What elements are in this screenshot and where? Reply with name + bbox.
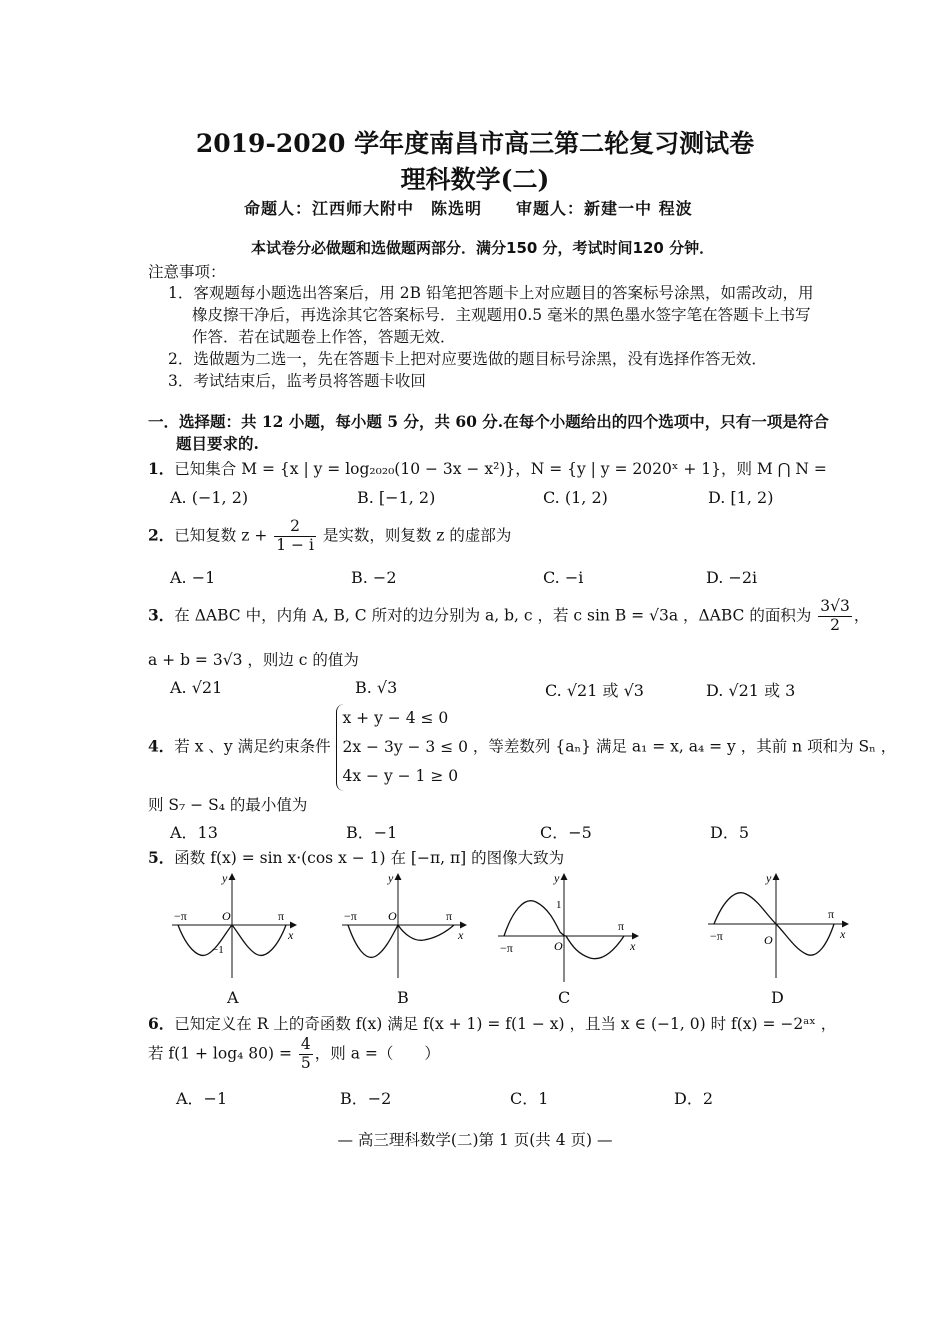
- graph-b-curve: [348, 925, 454, 957]
- question-4-constraint-3: 4x − y − 1 ≥ 0: [342, 767, 459, 785]
- question-4-option-d: D．5: [710, 823, 750, 842]
- question-3-text-before: 在 ΔABC 中，内角 A, B, C 所对的边分别为 a, b, c ，若 c sin B = √3a ，ΔABC 的面积为: [174, 606, 812, 625]
- question-2-fraction-numerator: 2: [274, 518, 316, 537]
- question-3-option-b: B. √3: [355, 678, 398, 697]
- question-1-number: 1．: [148, 459, 175, 478]
- question-2-number: 2．: [148, 525, 175, 545]
- exam-title: 2019-2020 学年度南昌市高三第二轮复习测试卷: [195, 129, 755, 158]
- question-2-option-d: D. −2i: [706, 568, 758, 587]
- section-heading-line-2: 题目要求的.: [176, 434, 259, 453]
- question-2-fraction: [274, 518, 316, 555]
- question-1-text: 已知集合 M = {x | y = log₂₀₂₀(10 − 3x − x²)}，N = {y | y = 2020ˣ + 1}，则 M ⋂ N =: [174, 460, 827, 478]
- notice-item-2: 2．选做题为二选一，先在答题卡上把对应要选做的题目标号涂黑，没有选择作答无效．: [168, 350, 767, 368]
- question-4-line-2: 则 S₇ − S₄ 的最小值为: [148, 796, 308, 814]
- question-4-constraint-1: x + y − 4 ≤ 0: [342, 709, 449, 727]
- question-6-fraction-numerator: 4: [300, 1035, 311, 1053]
- question-3-option-c: C. √21 或 √3: [545, 681, 644, 700]
- question-4-number: 4．: [148, 736, 175, 756]
- graph-a-y-label: y: [222, 871, 228, 885]
- question-6-option-c: C．1: [510, 1089, 549, 1108]
- question-5-text: 函数 f(x) = sin x·(cos x − 1) 在 [−π, π] 的图像大致为: [174, 849, 565, 867]
- exam-subtitle: 理科数学(二): [400, 165, 550, 194]
- question-6-option-d: D．2: [674, 1089, 714, 1108]
- question-5-graph-c: [494, 866, 642, 984]
- question-3-option-a: A. √21: [170, 678, 223, 697]
- question-6-number: 6．: [148, 1014, 175, 1033]
- question-1-option-b: B. [−1, 2): [357, 488, 436, 507]
- question-6-fraction-denominator: 5: [300, 1053, 311, 1072]
- question-5-graph-b: [338, 868, 468, 983]
- section-heading-line-1: 一．选择题：共 12 小题，每小题 5 分，共 60 分.在每个小题给出的四个选项中，只有一项是符合: [148, 412, 829, 431]
- graph-c-y-label: y: [554, 871, 560, 885]
- question-4: [148, 704, 896, 791]
- question-2-option-b: B. −2: [351, 568, 397, 587]
- question-6-line-2-before: 若 f(1 + log₄ 80) =: [148, 1044, 292, 1063]
- question-2-text-before: 已知复数 z +: [174, 526, 268, 545]
- notice-item-1-line-3: 作答．若在试题卷上作答，答题无效．: [192, 328, 456, 346]
- question-4-option-c: C．−5: [540, 823, 592, 842]
- graph-d-neg-pi-label: −π: [710, 929, 723, 943]
- notice-item-3: 3．考试结束后，监考员将答题卡收回: [168, 372, 426, 390]
- graph-d-y-label: y: [766, 871, 772, 885]
- graph-c-pi-label: π: [618, 919, 625, 933]
- question-5: [148, 846, 564, 868]
- notice-heading: 注意事项：: [148, 263, 226, 281]
- question-6-option-a: A．−1: [176, 1089, 228, 1108]
- question-6-line-2: [148, 1036, 440, 1073]
- question-3-option-d: D. √21 或 3: [706, 681, 796, 700]
- graph-a-origin-label: O: [222, 909, 231, 923]
- question-5-graph-label-d: D: [771, 988, 784, 1007]
- graph-d-pi-label: π: [828, 907, 835, 921]
- question-5-graph-label-c: C: [558, 988, 571, 1007]
- question-5-graph-label-b: B: [397, 988, 409, 1007]
- question-4-text-after: ，等差数列 {aₙ} 满足 a₁ = x, a₄ = y ，其前 n 项和为 Sₙ ，: [472, 737, 897, 756]
- question-6-line-2-after: ，则 a =（ ）: [314, 1044, 440, 1063]
- graph-c-y-arrow: [561, 873, 568, 880]
- exam-authors: 命题人：江西师大附中 陈选明 审题人：新建一中 程波: [244, 199, 693, 218]
- question-5-number: 5．: [148, 848, 175, 867]
- question-4-constraint-system: [336, 704, 468, 791]
- question-4-text-before: 若 x 、y 满足约束条件: [174, 737, 331, 756]
- graph-b-y-arrow: [395, 873, 402, 880]
- question-2: [148, 518, 511, 555]
- question-6-option-b: B．−2: [340, 1089, 392, 1108]
- graph-d-origin-label: O: [764, 933, 773, 947]
- notice-item-1-line-1: 1．客观题每小题选出答案后，用 2B 铅笔把答题卡上对应题目的答案标号涂黑，如需改动，用: [168, 284, 814, 302]
- question-6-text: 已知定义在 R 上的奇函数 f(x) 满足 f(x + 1) = f(1 − x) ，且当 x ∈ (−1, 0) 时 f(x) = −2ᵃˣ ，: [174, 1015, 837, 1033]
- graph-c-one-label: 1: [556, 899, 562, 911]
- question-3: [148, 598, 869, 635]
- question-3-fraction-denominator: 2: [830, 615, 841, 634]
- question-1: [148, 457, 827, 479]
- question-3-fraction: [818, 598, 852, 635]
- graph-a-neg-one-label: −1: [212, 944, 224, 956]
- question-5-graph-label-a: A: [227, 988, 239, 1007]
- graph-b-y-label: y: [388, 871, 394, 885]
- question-5-graph-a: [168, 868, 298, 983]
- graph-b-pi-label: π: [446, 909, 453, 923]
- graph-c-origin-label: O: [554, 939, 563, 953]
- graph-b-x-label: x: [458, 928, 464, 942]
- question-2-option-c: C. −i: [543, 568, 584, 587]
- notice-item-1-line-2: 橡皮擦干净后，再选涂其它答案标号．主观题用0.5 毫米的黑色墨水签字笔在答题卡上书写: [192, 306, 811, 324]
- question-3-number: 3．: [148, 605, 175, 625]
- graph-a-x-label: x: [288, 928, 294, 942]
- question-2-text-after: 是实数，则复数 z 的虚部为: [322, 526, 512, 545]
- graph-a-neg-pi-label: −π: [174, 909, 187, 923]
- question-4-constraint-2: 2x − 3y − 3 ≤ 0: [342, 738, 468, 756]
- question-3-fraction-numerator: 3√3: [820, 597, 850, 615]
- question-2-fraction-denominator: 1 − i: [276, 535, 314, 554]
- graph-b-origin-label: O: [388, 909, 397, 923]
- graph-d-y-arrow: [773, 873, 780, 880]
- question-6-fraction: [299, 1036, 313, 1073]
- question-3-line-2: a + b = 3√3 ，则边 c 的值为: [148, 651, 359, 669]
- page-footer: — 高三理科数学(二)第 1 页(共 4 页) —: [337, 1131, 613, 1149]
- graph-c-neg-pi-label: −π: [500, 941, 513, 955]
- question-1-option-a: A. (−1, 2): [170, 488, 249, 507]
- question-3-text-after: ，: [853, 606, 870, 625]
- question-1-option-c: C. (1, 2): [543, 488, 608, 507]
- graph-a-y-arrow: [229, 873, 236, 880]
- question-1-option-d: D. [1, 2): [708, 488, 774, 507]
- graph-a-pi-label: π: [278, 909, 285, 923]
- question-2-option-a: A. −1: [170, 568, 216, 587]
- graph-d-x-label: x: [840, 927, 846, 941]
- exam-info: 本试卷分必做题和选做题两部分．满分150 分，考试时间120 分钟．: [251, 239, 715, 257]
- question-4-option-b: B．−1: [346, 823, 398, 842]
- graph-b-neg-pi-label: −π: [344, 909, 357, 923]
- question-5-graph-d: [704, 866, 852, 984]
- question-6: [148, 1012, 836, 1034]
- question-4-option-a: A．13: [170, 823, 218, 842]
- graph-c-x-label: x: [630, 939, 636, 953]
